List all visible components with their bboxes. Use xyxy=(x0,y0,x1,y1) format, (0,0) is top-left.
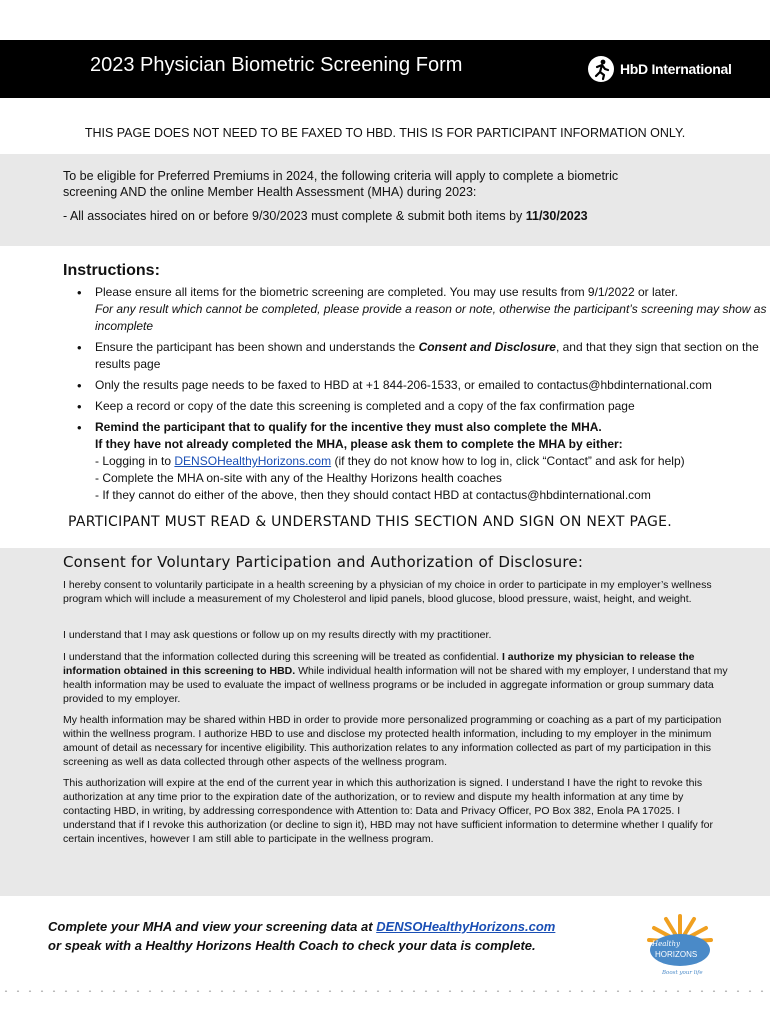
eligibility-section xyxy=(0,154,770,246)
instructions-heading: Instructions: xyxy=(63,262,160,279)
eligibility-line-1: To be eligible for Preferred Premiums in 2024, the following criteria will apply to complete a biometric xyxy=(63,169,619,183)
instruction-5-sub3: - If they cannot do either of the above, then they should contact HBD at contactus@hbdinternational.com xyxy=(95,488,651,502)
deadline-date: 11/30/2023 xyxy=(525,209,588,223)
consent-paragraph-5: This authorization will expire at the end of the current year in which this authorization is signed. I understand I have the right to revoke this authorization at any time prior to the expiration date of the authorization, or to review and dispute my health information at any time by contacting HBD, in writing, by addressing correspondence with Attention to: Data and Privacy Officer, PO Box 382, Enola PA 17025. I understand that if I revoke this authorization (or decline to sign it), HBD may not have sufficient information to determine whether I qualify for certain incentives, however I am still able to participate in the wellness program. xyxy=(63,777,713,845)
instruction-5-sub1-pre: - Logging in to xyxy=(95,454,175,468)
eligibility-line-2: screening AND the online Member Health Assessment (MHA) during 2023: xyxy=(63,185,477,199)
must-read-notice: PARTICIPANT MUST READ & UNDERSTAND THIS SECTION AND SIGN ON NEXT PAGE. xyxy=(68,514,673,530)
instruction-item-3: • Only the results page needs to be faxed to HBD at +1 844-206-1533, or emailed to contactus@hbdinternational.com xyxy=(95,377,770,394)
hbd-logo-text: HbD International xyxy=(620,61,732,77)
fax-notice: THIS PAGE DOES NOT NEED TO BE FAXED TO HBD. THIS IS FOR PARTICIPANT INFORMATION ONLY. xyxy=(84,126,686,140)
instruction-item-4: • Keep a record or copy of the date this screening is completed and a copy of the fax confirmation page xyxy=(95,398,770,415)
consent-paragraph-1: I hereby consent to voluntarily participate in a health screening by a physician of my choice in order to participate in my employer’s wellness program which will include a measurement of my Cholesterol and lipid panels, blood glucose, blood pressure, waist, height, and weight. xyxy=(63,579,712,605)
footer-denso-link[interactable]: DENSOHealthyHorizons.com xyxy=(376,919,556,934)
logo-name: HORIZONS xyxy=(655,950,698,959)
instruction-2-post: , and that they sign that section on the results page xyxy=(95,340,759,371)
instruction-5-sub2: - Complete the MHA on-site with any of the Healthy Horizons health coaches xyxy=(95,471,502,485)
instruction-5-mha: If they have not already completed the MHA, please ask them to complete the MHA by either: xyxy=(95,437,623,451)
instruction-item-5 xyxy=(95,419,770,504)
instruction-5-remind: Remind the participant that to qualify for the incentive they must also complete the MHA. xyxy=(95,420,602,434)
consent-paragraph-2: I understand that I may ask questions or follow up on my results directly with my practitioner. xyxy=(63,629,492,641)
footer-line-2: or speak with a Healthy Horizons Health Coach to check your data is complete. xyxy=(48,938,536,953)
consent-disclosure-emphasis: Consent and Disclosure xyxy=(418,340,556,354)
logo-script: Healthy xyxy=(652,940,680,948)
instruction-item-1 xyxy=(95,284,770,335)
footer-message xyxy=(48,917,555,955)
instruction-5-sub1-post: (if they do not know how to log in, click “Contact” and ask for help) xyxy=(331,454,685,468)
consent-heading: Consent for Voluntary Participation and Authorization of Disclosure: xyxy=(63,553,584,571)
instruction-2-pre: Ensure the participant has been shown and understands the xyxy=(95,340,419,354)
denso-healthy-horizons-link[interactable]: DENSOHealthyHorizons.com xyxy=(174,454,332,468)
footer-line-1: Complete your MHA and view your screening data at xyxy=(48,919,377,934)
form-title: 2023 Physician Biometric Screening Form xyxy=(90,54,463,76)
eligibility-deadline xyxy=(63,208,703,224)
running-figure-icon xyxy=(588,56,614,82)
instruction-item-2 xyxy=(95,339,770,373)
instruction-1-note: For any result which cannot be completed, please provide a reason or note, otherwise the participant’s screening may show as incomplete xyxy=(95,302,767,333)
deadline-text: - All associates hired on or before 9/30/2023 must complete & submit both items by xyxy=(63,209,526,223)
consent-p3-post: While individual health information will not be shared with my employer, I understand that my health information may be used to evaluate the impact of wellness programs or be included in aggregate information or group summary data provided to my employer. xyxy=(63,665,728,705)
logo-tagline: Boost your life xyxy=(662,970,703,976)
form-header xyxy=(0,40,770,98)
consent-p3-authorization: I authorize my physician to release the information obtained in this screening to HBD. xyxy=(63,651,695,677)
healthy-horizons-sun-logo xyxy=(640,912,720,976)
hbd-logo xyxy=(588,52,732,86)
instructions-list xyxy=(63,284,770,508)
instruction-1-text: Please ensure all items for the biometric screening are completed. You may use results from 9/1/2022 or later. xyxy=(95,285,678,299)
consent-paragraph-3 xyxy=(63,650,733,706)
consent-paragraph-4: My health information may be shared within HBD in order to provide more personalized programming or coaching as a part of my participation within the wellness program. I authorize HBD to use and disclose my protected health information, including to my employer in the minimum amount of detail as necessary for incentive eligibility. This authorization relates to any information collected as part of my participation in this screening as well as data collected through other aspects of the wellness program. xyxy=(63,714,722,768)
page-divider xyxy=(0,990,770,992)
consent-p3-pre: I understand that the information collected during this screening will be treated as confidential. xyxy=(63,651,502,663)
